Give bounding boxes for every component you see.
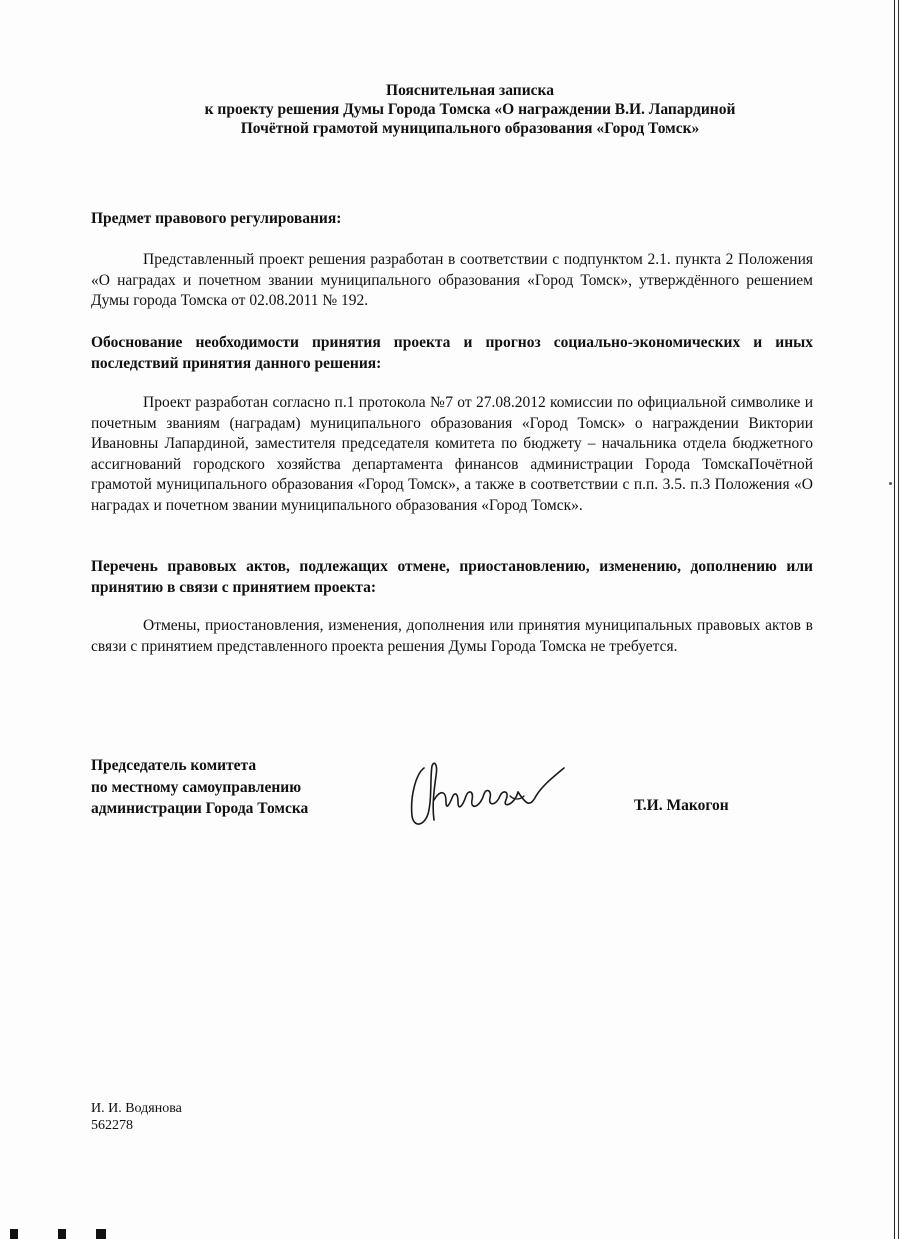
executor-phone: 562278	[91, 1118, 133, 1133]
title-line-3: Почётной грамотой муниципального образования «Город Томск»	[240, 120, 700, 137]
section-1-heading: Предмет правового регулирования:	[91, 210, 342, 227]
signer-name: Т.И. Макогон	[634, 797, 729, 814]
section-2-text: Проект разработан согласно п.1 протокола №7 от 27.08.2012 комиссии по официальной символике и почетным званиям (наградам) муниципального образования «Город Томск» о награждении Виктории Ивановны Лапардиной, заместителя председателя комитета по бюджету – начальника отдела бюджетного ассигнований городского хозяйства департамента финансов администрации Города ТомскаПочётной грамотой муниципального образования «Город Томск», а также в соответствии с п.п. 3.5. п.3 Положения «О наградах и почетном звании муниципального образования «Город Томск».	[91, 394, 813, 514]
signer-position-line-2: по местному самоуправлению	[91, 778, 302, 796]
document-title	[150, 81, 790, 138]
section-2-heading: Обоснование необходимости принятия проекта и прогноз социально-экономических и иных последствий принятия данного решения:	[91, 334, 813, 372]
signer-position	[91, 755, 308, 820]
executor-info	[91, 1100, 182, 1134]
title-line-1: Пояснительная записка	[386, 82, 554, 99]
scan-binding-mark	[58, 1229, 66, 1239]
scan-speck	[889, 482, 892, 485]
signer-position-line-1: Председатель комитета	[91, 757, 257, 774]
section-1-text: Представленный проект решения разработан в соответствии с подпунктом 2.1. пункта 2 Положения «О наградах и почетном звании муниципального образования «Город Томск», утверждённого решением Думы города Томска от 02.08.2011 № 192.	[91, 251, 813, 310]
signer-position-line-3: администрации Города Томска	[91, 800, 309, 817]
title-line-2: к проекту решения Думы Города Томска «О награждении В.И. Лапардиной	[204, 101, 736, 118]
scan-binding-mark	[96, 1229, 106, 1239]
scan-edge-line	[894, 0, 895, 1239]
handwritten-signature	[402, 756, 572, 836]
executor-name: И. И. Водянова	[91, 1101, 182, 1116]
section-3-heading: Перечень правовых актов, подлежащих отмене, приостановлению, изменению, дополнению или принятию в связи с принятием проекта:	[91, 558, 813, 596]
scan-edge-line	[898, 0, 899, 1239]
scan-binding-mark	[10, 1229, 18, 1239]
section-3-text: Отмены, приостановления, изменения, дополнения или принятия муниципальных правовых актов в связи с принятием представленного проекта решения Думы Города Томска не требуется.	[91, 617, 813, 655]
